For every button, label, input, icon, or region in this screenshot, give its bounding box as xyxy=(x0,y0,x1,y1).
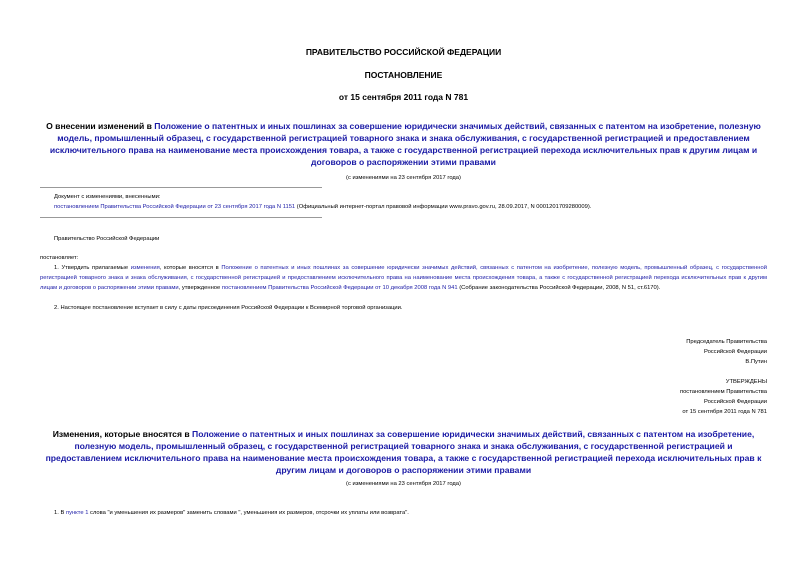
p1-text-d: (Собрание законодательства Российской Федерации, 2008, N 51, ст.6170). xyxy=(457,285,661,291)
p1-text-b: , которые вносятся в xyxy=(159,265,222,271)
approved-line-2: постановлением Правительства xyxy=(679,389,767,395)
changes-prefix: Изменения, которые вносятся в xyxy=(52,429,193,439)
p1-text-c: , утвержденное xyxy=(178,285,222,291)
government-heading: ПРАВИТЕЛЬСТВО РОССИЙСКОЙ ФЕДЕРАЦИИ xyxy=(305,47,502,57)
change-item-1 xyxy=(54,510,409,516)
doc-date-number: от 15 сентября 2011 года N 781 xyxy=(338,92,469,102)
document-title xyxy=(40,120,767,168)
changes-regulation-link[interactable]: Положение о патентных и иных пошлинах за совершение юридически значимых действий, связанных с патентом на изобретение, полезную модель, промышленный образец, с государственной регистрацией товарного знака и знака обслуживания, с государственной регистрацией и предоставлением исключительного права на наименование места происхождения товара, а также с государственной регистрацией перехода исключительных прав к другим лицам и договоров о распоряжении этими правами xyxy=(45,429,762,475)
item-text-a: 1. В xyxy=(54,510,66,516)
paragraph-1 xyxy=(40,263,767,293)
title-prefix: О внесении изменений в xyxy=(46,121,155,131)
p1-text-a: 1. Утвердить прилагаемые xyxy=(54,265,131,271)
signature-block xyxy=(686,337,767,367)
amend-doc-label: Документ с изменениями, внесенными: xyxy=(54,194,161,200)
approved-line-3: Российской Федерации xyxy=(703,399,767,405)
paragraph-2: 2. Настоящее постановление вступает в силу с даты присоединения Российской Федерации к Всемирной торговой организации. xyxy=(54,305,403,311)
approved-line-1: УТВЕРЖДЕНЫ xyxy=(725,379,767,385)
amend-source: (Официальный интернет-портал правовой информации www.pravo.gov.ru, 28.09.2017, N 0001201709280009). xyxy=(295,204,592,210)
changes-link[interactable]: изменения xyxy=(130,265,160,271)
signature-line-3: В.Путин xyxy=(745,359,767,365)
item-text-b: слова "и уменьшения их размеров" заменить словами ", уменьшения их размеров, отсрочки их уплаты или возврата". xyxy=(88,510,409,516)
revision-note: (с изменениями на 23 сентября 2017 года) xyxy=(346,175,461,181)
decree-word: постановляет: xyxy=(40,255,79,261)
clause-1-link[interactable]: пункте 1 xyxy=(65,510,89,516)
title-regulation-link[interactable]: Положение о патентных и иных пошлинах за совершение юридически значимых действий, связанных с патентом на изобретение, полезную модель, промышленный образец, с государственной регистрацией товарного знака и знака обслуживания, с государственной регистрацией и предоставлением исключительного права на наименование места происхождения товара, а также с государственной регистрацией перехода исключительных прав к другим лицам и договоров о распоряжении этими правами xyxy=(49,121,761,167)
divider-bottom xyxy=(40,217,322,218)
doc-type-heading: ПОСТАНОВЛЕНИЕ xyxy=(364,70,443,80)
amend-doc-line xyxy=(54,202,591,212)
decree-941-link[interactable]: постановлением Правительства Российской Федерации от 10 декабря 2008 года N 941 xyxy=(221,285,458,291)
signature-line-2: Российской Федерации xyxy=(703,349,767,355)
amend-decree-link[interactable]: постановлением Правительства Российской Федерации от 23 сентября 2017 года N 1151 xyxy=(54,204,296,210)
signature-line-1: Председатель Правительства xyxy=(686,339,767,345)
changes-revision-note: (с изменениями на 23 сентября 2017 года) xyxy=(346,481,461,487)
approved-block xyxy=(680,377,767,417)
regulation-link[interactable]: Положение о патентных и иных пошлинах за совершение юридически значимых действий, связанных с патентом на изобретение, полезную модель, промышленный образец, с государственной регистрацией товарного знака и знака обслуживания, с государственной регистрацией и предоставлением исключительного права на наименование места происхождения товара, а также с государственной регистрацией перехода исключительных прав к другим лицам и договоров о распоряжении этими правами xyxy=(40,265,767,291)
approved-line-4: от 15 сентября 2011 года N 781 xyxy=(682,409,767,415)
changes-title xyxy=(40,428,767,476)
government-line: Правительство Российской Федерации xyxy=(54,236,160,242)
divider-top xyxy=(40,187,322,188)
